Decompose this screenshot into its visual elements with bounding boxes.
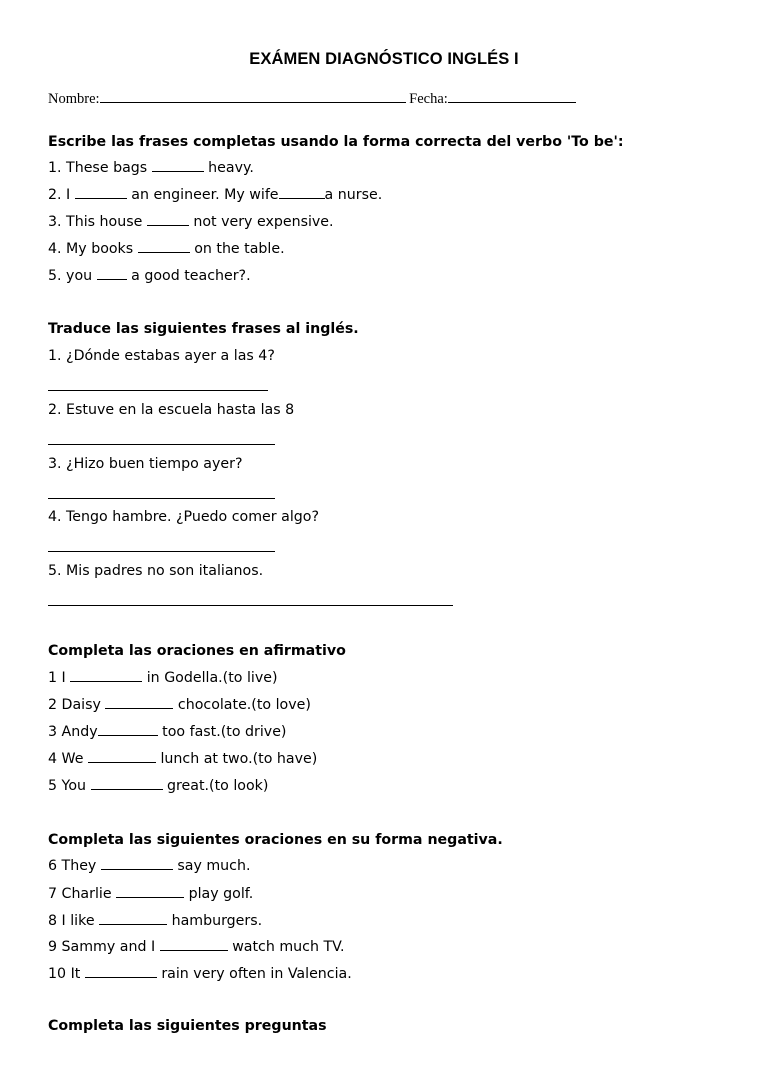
section5-heading: Completa las siguientes preguntas: [48, 1018, 327, 1034]
name-label: Nombre:: [48, 91, 100, 107]
answer-blank: [138, 251, 190, 253]
section2-item: 5. Mis padres no son italianos.: [48, 563, 264, 579]
date-blank: [448, 101, 576, 103]
answer-blank: [152, 170, 204, 172]
translation-answer-line: [48, 605, 453, 606]
answer-blank: [147, 224, 189, 226]
section3-item: 3 Andy too fast.(to drive): [48, 724, 287, 740]
exam-title: EXÁMEN DIAGNÓSTICO INGLÉS I: [249, 50, 519, 68]
answer-blank: [70, 680, 142, 682]
section2-item: 2. Estuve en la escuela hasta las 8: [48, 402, 295, 418]
answer-blank: [105, 707, 173, 709]
answer-blank: [85, 976, 157, 978]
section3-item: 4 We lunch at two.(to have): [48, 751, 318, 767]
answer-blank: [75, 197, 127, 199]
answer-blank: [116, 896, 184, 898]
answer-blank: [88, 761, 156, 763]
translation-answer-line: [48, 390, 268, 391]
section4-heading: Completa las siguientes oraciones en su forma negativa.: [48, 832, 503, 848]
section1-item: 2. I an engineer. My wife a nurse.: [48, 187, 383, 203]
section3-item: 2 Daisy chocolate.(to love): [48, 697, 311, 713]
answer-blank: [98, 734, 158, 736]
section1-item: 5. you a good teacher?.: [48, 268, 251, 284]
answer-blank: [99, 923, 167, 925]
section4-item: 10 It rain very often in Valencia.: [48, 966, 352, 982]
section3-item: 1 I in Godella.(to live): [48, 670, 278, 686]
section2-item: 3. ¿Hizo buen tiempo ayer?: [48, 456, 243, 472]
header-line: [48, 91, 576, 108]
section1-item: 3. This house not very expensive.: [48, 214, 334, 230]
section2-item: 4. Tengo hambre. ¿Puedo comer algo?: [48, 509, 319, 525]
answer-blank: [279, 197, 325, 199]
answer-blank: [101, 868, 173, 870]
section2-item: 1. ¿Dónde estabas ayer a las 4?: [48, 348, 275, 364]
section1-item: 1. These bags heavy.: [48, 160, 254, 176]
section4-item: 8 I like hamburgers.: [48, 913, 263, 929]
date-label: Fecha:: [409, 91, 448, 107]
section4-item: 9 Sammy and I watch much TV.: [48, 939, 345, 955]
translation-answer-line: [48, 444, 275, 445]
section3-heading: Completa las oraciones en afirmativo: [48, 643, 346, 659]
section4-item: 7 Charlie play golf.: [48, 886, 254, 902]
translation-answer-line: [48, 551, 275, 552]
name-blank: [100, 101, 406, 103]
answer-blank: [160, 949, 228, 951]
section1-heading: Escribe las frases completas usando la forma correcta del verbo 'To be':: [48, 134, 624, 150]
section3-item: 5 You great.(to look): [48, 778, 269, 794]
section1-item: 4. My books on the table.: [48, 241, 285, 257]
translation-answer-line: [48, 498, 275, 499]
section4-item: 6 They say much.: [48, 858, 251, 874]
section2-heading: Traduce las siguientes frases al inglés.: [48, 321, 359, 337]
answer-blank: [97, 278, 127, 280]
answer-blank: [91, 788, 163, 790]
